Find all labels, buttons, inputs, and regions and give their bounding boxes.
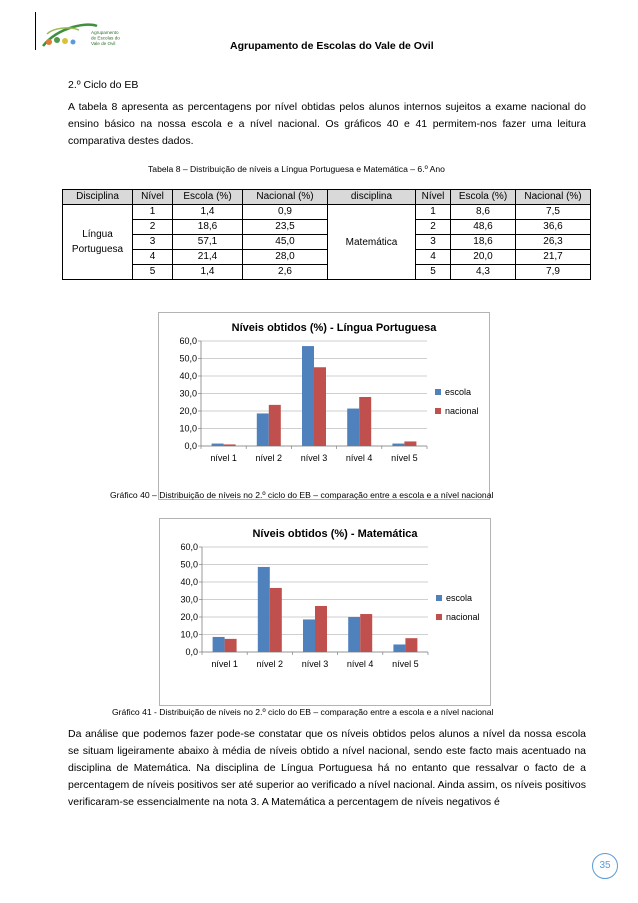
y-tick-label: 50,0: [179, 353, 197, 364]
x-tick-label: nível 5: [391, 453, 418, 463]
cell-nacional: 26,3: [516, 235, 591, 250]
x-tick-label: nível 3: [301, 659, 329, 669]
chart40-caption: Gráfico 40 – Distribuição de níveis no 2.º ciclo do EB – comparação entre a escola e a nível nacional: [110, 490, 494, 500]
y-tick-label: 0,0: [184, 441, 197, 451]
y-tick-label: 30,0: [179, 388, 197, 399]
x-tick-label: nível 3: [300, 453, 328, 463]
bar-escola-4: [347, 409, 359, 446]
bar-escola-3: [303, 619, 315, 652]
cell-escola: 21,4: [173, 250, 243, 265]
logo-text-line3: Vale de Ovil: [91, 41, 116, 46]
table-row: [63, 250, 591, 265]
logo-dot-orange: [46, 39, 52, 45]
header-nivel: Nível: [133, 190, 173, 205]
bar-escola-3: [302, 346, 314, 446]
cell-nivel: 1: [416, 205, 451, 220]
logo-dot-yellow: [62, 38, 68, 44]
cell-nacional: 36,6: [516, 220, 591, 235]
y-tick-label: 0,0: [185, 647, 198, 657]
subject-matematica: Matemática: [328, 205, 416, 280]
cell-nivel: 2: [133, 220, 173, 235]
cell-nivel: 1: [133, 205, 173, 220]
x-tick-label: nível 1: [210, 453, 237, 463]
legend-label-escola: escola: [445, 387, 472, 397]
cell-nivel: 3: [416, 235, 451, 250]
bar-nacional-5: [405, 638, 417, 652]
section-heading: 2.º Ciclo do EB: [68, 79, 139, 91]
legend-label-escola: escola: [446, 593, 473, 603]
bar-escola-1: [212, 444, 224, 446]
table-row: [63, 205, 591, 220]
cell-escola: 1,4: [173, 265, 243, 280]
legend-swatch-escola: [435, 389, 441, 395]
school-logo: [39, 20, 135, 54]
cell-escola: 48,6: [451, 220, 516, 235]
cell-nacional: 23,5: [243, 220, 328, 235]
bar-escola-1: [213, 637, 225, 652]
y-tick-label: 50,0: [180, 559, 198, 570]
y-tick-label: 60,0: [180, 542, 198, 552]
y-tick-label: 20,0: [179, 406, 197, 416]
header-nacional: Nacional (%): [243, 190, 328, 205]
y-tick-label: 30,0: [180, 594, 198, 605]
bar-nacional-2: [270, 588, 282, 652]
header-nivel-right: Nível: [416, 190, 451, 205]
cell-nacional: 7,5: [516, 205, 591, 220]
cell-escola: 57,1: [173, 235, 243, 250]
cell-nacional: 0,9: [243, 205, 328, 220]
bar-nacional-4: [360, 614, 372, 652]
cell-nivel: 2: [416, 220, 451, 235]
legend-swatch-nacional: [435, 408, 441, 414]
page-number: 35: [592, 853, 618, 879]
cell-nivel: 4: [416, 250, 451, 265]
chart-title: Níveis obtidos (%) - Língua Portuguesa: [231, 322, 437, 334]
chart-lingua-portuguesa: [158, 312, 490, 500]
x-tick-label: nível 2: [256, 659, 284, 669]
cell-nivel: 3: [133, 235, 173, 250]
logo-dot-blue: [71, 40, 76, 45]
y-tick-label: 10,0: [179, 423, 197, 434]
cell-nivel: 4: [133, 250, 173, 265]
legend-swatch-nacional: [436, 614, 442, 620]
cell-nacional: 2,6: [243, 265, 328, 280]
bar-nacional-1: [224, 444, 236, 446]
cell-escola: 18,6: [451, 235, 516, 250]
cell-escola: 8,6: [451, 205, 516, 220]
logo-dot-green: [54, 37, 60, 43]
chart-title: Níveis obtidos (%) - Matemática: [252, 528, 418, 540]
bar-escola-5: [393, 644, 405, 652]
bar-nacional-2: [269, 405, 281, 446]
table-caption: Tabela 8 – Distribuição de níveis a Língua Portuguesa e Matemática – 6.º Ano: [148, 164, 445, 174]
cell-nacional: 45,0: [243, 235, 328, 250]
bar-escola-2: [258, 567, 270, 652]
y-tick-label: 40,0: [180, 577, 198, 587]
cell-nacional: 7,9: [516, 265, 591, 280]
x-tick-label: nível 4: [345, 453, 373, 463]
x-tick-label: nível 1: [211, 659, 238, 669]
cell-escola: 4,3: [451, 265, 516, 280]
subject-lingua-portuguesa: Língua Portuguesa: [63, 205, 133, 280]
cell-nivel: 5: [416, 265, 451, 280]
table-row: [63, 235, 591, 250]
legend-swatch-escola: [436, 595, 442, 601]
header-disciplina-right: disciplina: [328, 190, 416, 205]
table-row: [63, 265, 591, 280]
bar-escola-4: [348, 617, 360, 652]
chart-lingua-portuguesa-svg: [159, 313, 489, 499]
bar-nacional-4: [359, 397, 371, 446]
levels-table: [62, 189, 591, 280]
x-tick-label: nível 5: [392, 659, 419, 669]
cell-escola: 18,6: [173, 220, 243, 235]
header-title: Agrupamento de Escolas do Vale de Ovil: [230, 40, 434, 52]
logo-text-line1: Agrupamento: [91, 30, 119, 35]
bar-nacional-1: [225, 639, 237, 652]
chart-matematica: [159, 518, 491, 706]
x-tick-label: nível 2: [255, 453, 283, 463]
y-tick-label: 60,0: [179, 336, 197, 346]
legend-label-nacional: nacional: [446, 612, 480, 622]
logo-text-line2: de Escolas do: [91, 35, 120, 41]
table-header-row: [63, 190, 591, 205]
bar-nacional-5: [404, 441, 416, 446]
y-tick-label: 40,0: [179, 371, 197, 381]
header-divider-line: [35, 12, 36, 50]
bar-nacional-3: [314, 367, 326, 446]
header-disciplina: Disciplina: [63, 190, 133, 205]
legend-label-nacional: nacional: [445, 406, 479, 416]
header-nacional-right: Nacional (%): [516, 190, 591, 205]
chart-matematica-svg: [160, 519, 490, 705]
cell-nacional: 21,7: [516, 250, 591, 265]
bar-nacional-3: [315, 606, 327, 652]
bar-escola-5: [392, 444, 404, 446]
header-escola: Escola (%): [173, 190, 243, 205]
cell-nacional: 28,0: [243, 250, 328, 265]
y-tick-label: 20,0: [180, 612, 198, 622]
cell-escola: 20,0: [451, 250, 516, 265]
bar-escola-2: [257, 413, 269, 446]
table-row: [63, 220, 591, 235]
analysis-paragraph: Da análise que podemos fazer pode-se constatar que os níveis obtidos pelos alunos a nível da nossa escola se situam ligeiramente abaixo à média de níveis obtido a nível nacional, sendo este facto mais acentuado na disciplina de Matemática. Na disciplina de Língua Portuguesa há no entanto que ressalvar o facto de a percentagem de níveis positivos ser até superior ao verificado a nível nacional. Ainda assim, os níveis positivos verificaram-se essencialmente na nota 3. A Matemática a percentagem de níveis negativos é: [68, 728, 586, 808]
chart41-caption: Gráfico 41 - Distribuição de níveis no 2.º ciclo do EB – comparação entre a escola e a nível nacional: [112, 707, 494, 717]
header-escola-right: Escola (%): [451, 190, 516, 205]
cell-escola: 1,4: [173, 205, 243, 220]
y-tick-label: 10,0: [180, 629, 198, 640]
intro-paragraph: A tabela 8 apresenta as percentagens por nível obtidas pelos alunos internos sujeitos a exame nacional do ensino básico na nossa escola e a nível nacional. Os gráficos 40 e 41 permitem-nos fazer uma leitura comparativa destes dados.: [68, 101, 586, 147]
x-tick-label: nível 4: [346, 659, 374, 669]
cell-nivel: 5: [133, 265, 173, 280]
